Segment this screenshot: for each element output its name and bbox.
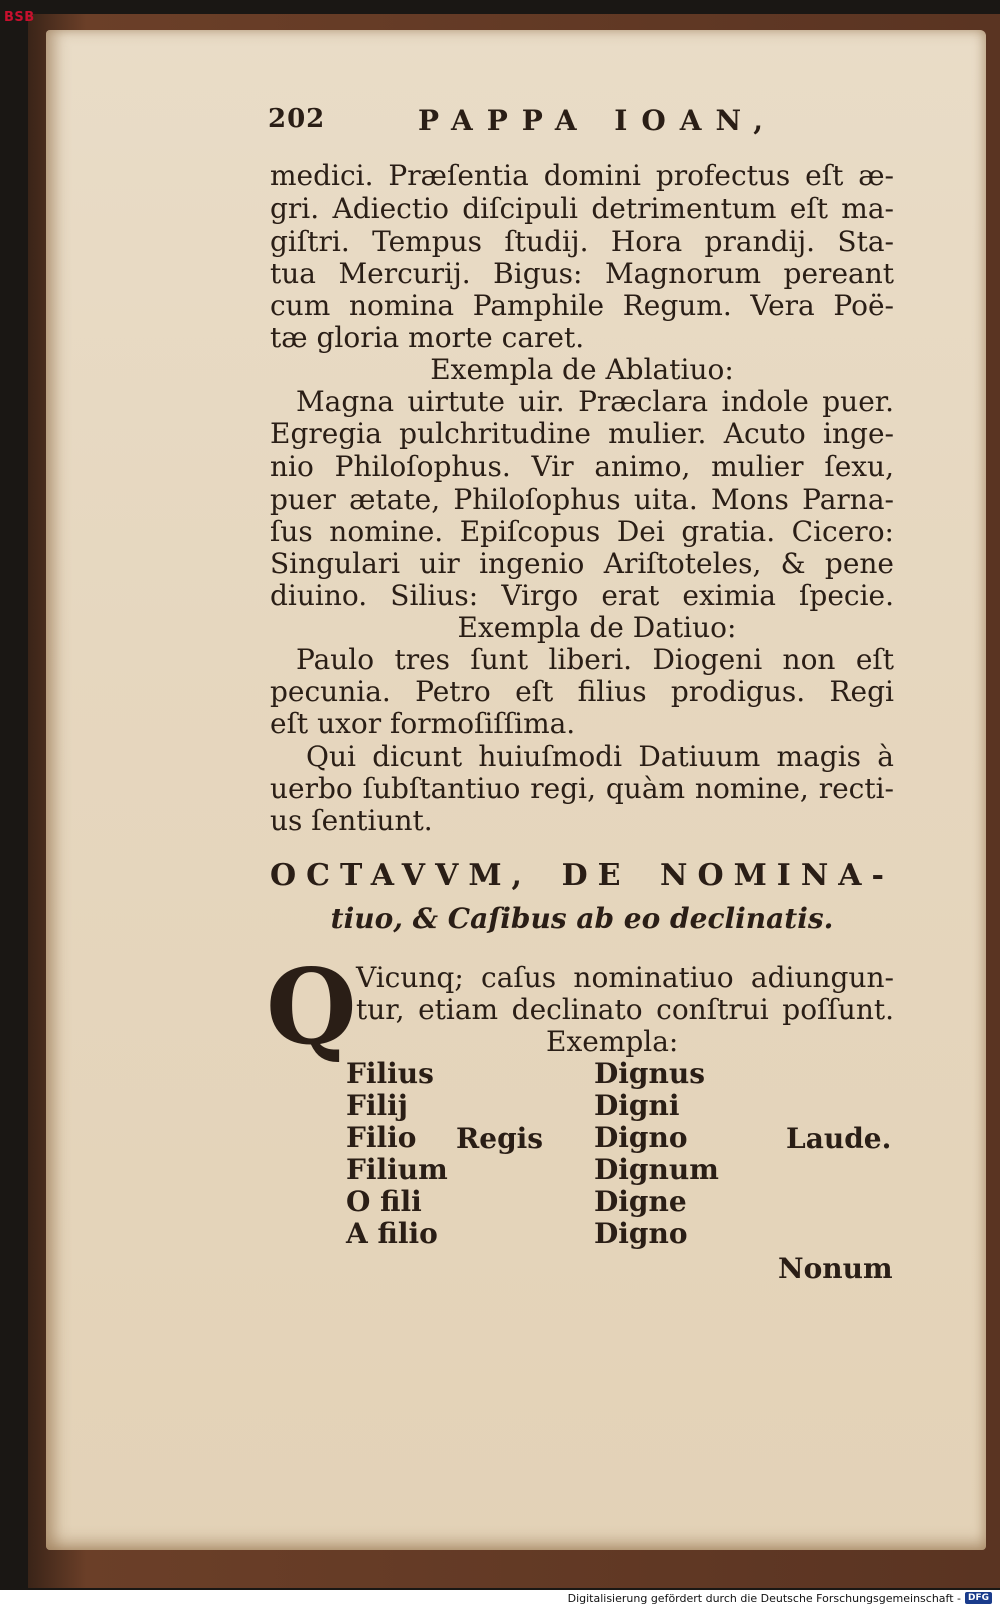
ablatiuo-line: Singulari uir ingenio Ariſtoteles, & pene — [270, 547, 894, 580]
chapter-line: Vicunq; caſus nominatiuo adiungun- — [356, 961, 894, 994]
ablatiuo-line: ſus nomine. Epiſcopus Dei gratia. Cicero: — [270, 515, 894, 548]
datiuo-line: us ſentiunt. — [270, 804, 433, 837]
heading-datiuo: Exempla de Datiuo: — [457, 611, 737, 644]
example-word: Digne — [594, 1185, 687, 1218]
heading-ablatiuo: Exempla de Ablatiuo: — [430, 353, 734, 386]
ablatiuo-line: nio Philoſophus. Vir animo, mulier ſexu, — [270, 450, 894, 483]
body-line: giſtri. Tempus ſtudij. Hora prandij. Sta- — [270, 225, 894, 258]
example-word: Digni — [594, 1089, 680, 1122]
footer — [568, 1590, 992, 1606]
example-word: A filio — [346, 1217, 438, 1250]
running-title: PAPPA IOAN, — [418, 104, 778, 137]
examples-col2 — [594, 1058, 719, 1250]
example-word: Filio — [346, 1121, 417, 1154]
example-word: Dignum — [594, 1153, 719, 1186]
example-word: O fili — [346, 1185, 422, 1218]
ablatiuo-line: Egregia pulchritudine mulier. Acuto inge- — [270, 417, 894, 450]
example-laude: Laude. — [786, 1122, 892, 1155]
example-word: Digno — [594, 1217, 688, 1250]
body-line: tæ gloria morte caret. — [270, 321, 585, 354]
datiuo-line: pecunia. Petro eſt filius prodigus. Regi — [270, 675, 894, 708]
example-regis: Regis — [456, 1122, 544, 1155]
body-line: medici. Præſentia domini profectus eſt æ- — [270, 159, 894, 192]
body-line: cum nomina Pamphile Regum. Vera Poë- — [270, 289, 894, 322]
body-line: tua Mercurij. Bigus: Magnorum pereant — [270, 257, 894, 290]
ablatiuo-line: puer ætate, Philoſophus uita. Mons Parna- — [270, 483, 894, 516]
datiuo-line: Paulo tres ſunt liberi. Diogeni non eſt — [296, 643, 894, 676]
footer-text: Digitalisierung gefördert durch die Deutsche Forschungsgemeinschaft - — [567, 1591, 961, 1605]
library-stamp: BSB — [4, 10, 35, 25]
chapter-line: tur, etiam declinato conſtrui poſſunt. — [356, 993, 894, 1026]
heading-exempla: Exempla: — [546, 1025, 679, 1058]
catchword: Nonum — [778, 1252, 893, 1285]
examples-col1 — [346, 1058, 448, 1250]
example-word: Filij — [346, 1089, 408, 1122]
chapter-title: OCTAVVM, DE NOMINA- — [270, 858, 894, 893]
example-word: Filium — [346, 1153, 448, 1186]
example-word: Filius — [346, 1057, 434, 1090]
dfg-logo: DFG — [965, 1592, 992, 1604]
example-word: Digno — [594, 1121, 688, 1154]
datiuo-line: Qui dicunt huiuſmodi Datiuum magis à — [306, 740, 894, 773]
running-head — [268, 104, 788, 144]
page-number: 202 — [268, 104, 326, 134]
datiuo-line: uerbo ſubſtantiuo regi, quàm nomine, recti- — [270, 772, 894, 805]
ablatiuo-line: diuino. Silius: Virgo erat eximia ſpecie. — [270, 579, 894, 612]
ablatiuo-line: Magna uirtute uir. Præclara indole puer. — [296, 385, 894, 418]
drop-capital: Q — [266, 945, 357, 1068]
chapter-subtitle: tiuo, & Caſibus ab eo declinatis. — [330, 902, 834, 935]
example-word: Dignus — [594, 1057, 705, 1090]
datiuo-line: eſt uxor formoſiſſima. — [270, 707, 576, 740]
body-line: gri. Adiectio diſcipuli detrimentum eſt ma- — [270, 192, 894, 225]
